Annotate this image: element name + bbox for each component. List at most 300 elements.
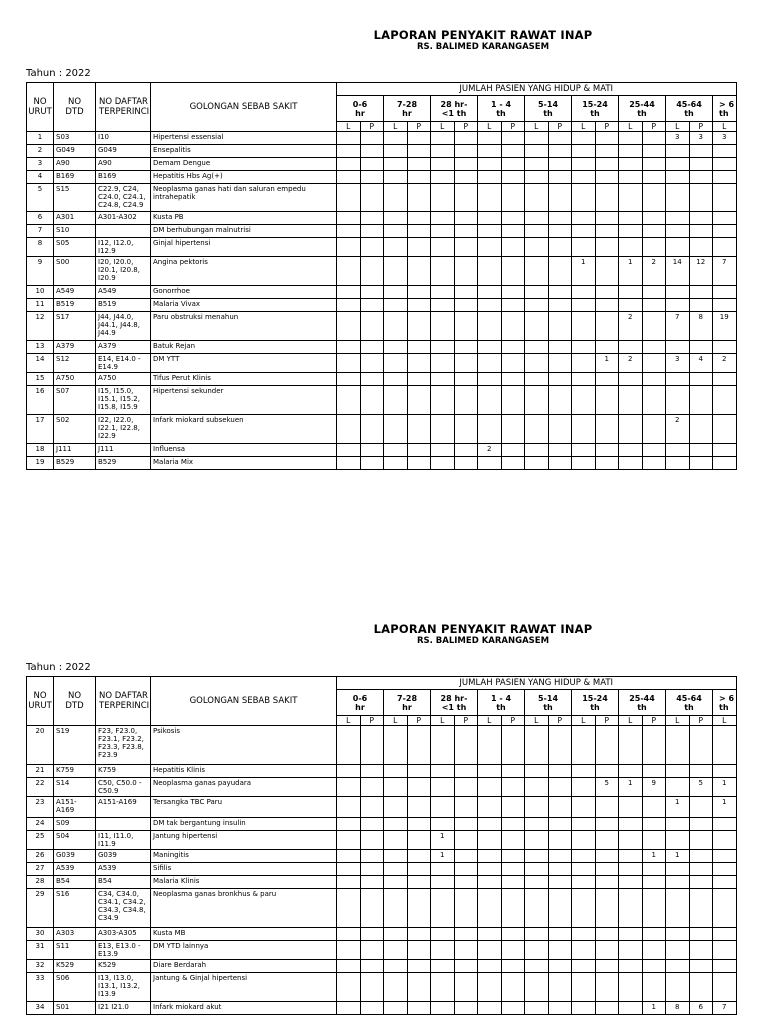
row-no-dtd: S10: [54, 225, 96, 238]
row-count-value: [454, 1002, 478, 1015]
row-count-value: [384, 257, 408, 286]
row-count-value: [548, 1002, 572, 1015]
row-count-value: [501, 257, 525, 286]
row-count-value: 2: [642, 257, 666, 286]
row-count-value: [431, 373, 455, 386]
row-count-value: [713, 928, 737, 941]
row-count-value: [337, 145, 361, 158]
row-count-value: [478, 132, 502, 145]
row-count-value: [360, 850, 384, 863]
age-group-header: 0-6 hr: [337, 690, 384, 716]
table-row: [27, 171, 737, 184]
row-count-value: [548, 225, 572, 238]
table-row: [27, 238, 737, 257]
row-count-value: [337, 797, 361, 818]
row-count-value: [454, 212, 478, 225]
row-count-value: [548, 831, 572, 850]
row-count-value: [548, 238, 572, 257]
table-row: [27, 818, 737, 831]
age-group-header: 1 - 4 th: [478, 690, 525, 716]
row-no-urut: 14: [27, 354, 54, 373]
row-count-value: [713, 145, 737, 158]
row-count-value: [666, 299, 690, 312]
row-count-value: [642, 184, 666, 212]
row-count-value: [431, 960, 455, 973]
row-count-value: [337, 312, 361, 341]
row-count-value: [384, 778, 408, 797]
table-row: [27, 960, 737, 973]
row-golongan: Gonorrhoe: [151, 286, 337, 299]
row-count-value: [595, 797, 619, 818]
row-count-value: [431, 184, 455, 212]
row-no-dtd: S09: [54, 818, 96, 831]
table-row: [27, 1002, 737, 1015]
row-count-value: [337, 299, 361, 312]
row-count-value: 1: [666, 797, 690, 818]
row-count-value: [572, 299, 596, 312]
row-count-value: [619, 797, 643, 818]
row-no-daftar: I13, I13.0, I13.1, I13.2, I13.9: [96, 973, 151, 1002]
row-no-daftar: [96, 225, 151, 238]
sex-header-p: P: [548, 716, 572, 726]
row-count-value: [384, 797, 408, 818]
row-count-value: [666, 225, 690, 238]
row-count-value: [360, 973, 384, 1002]
row-count-value: [689, 238, 713, 257]
row-count-value: [360, 457, 384, 470]
row-count-value: [454, 765, 478, 778]
row-count-value: [431, 225, 455, 238]
row-no-daftar: E13, E13.0 - E13.9: [96, 941, 151, 960]
sex-header-p: P: [407, 122, 431, 132]
row-count-value: [525, 973, 549, 1002]
row-count-value: [337, 973, 361, 1002]
row-no-urut: 22: [27, 778, 54, 797]
row-count-value: [572, 960, 596, 973]
row-count-value: [572, 415, 596, 444]
row-count-value: [501, 876, 525, 889]
row-count-value: [431, 1002, 455, 1015]
row-count-value: [454, 928, 478, 941]
row-count-value: [525, 225, 549, 238]
row-count-value: [595, 726, 619, 765]
row-count-value: [525, 132, 549, 145]
row-count-value: [642, 444, 666, 457]
row-no-urut: 33: [27, 973, 54, 1002]
row-count-value: [525, 171, 549, 184]
row-count-value: [478, 726, 502, 765]
row-count-value: [407, 415, 431, 444]
row-no-urut: 1: [27, 132, 54, 145]
row-count-value: [407, 354, 431, 373]
row-count-value: [689, 726, 713, 765]
row-count-value: [407, 158, 431, 171]
row-count-value: [619, 831, 643, 850]
row-count-value: [360, 928, 384, 941]
row-count-value: [478, 145, 502, 158]
row-count-value: [548, 797, 572, 818]
row-count-value: [454, 225, 478, 238]
row-count-value: [431, 941, 455, 960]
sex-header-l: L: [431, 122, 455, 132]
col-header-golongan: GOLONGAN SEBAB SAKIT: [151, 83, 337, 132]
row-count-value: 1: [431, 831, 455, 850]
row-count-value: [407, 797, 431, 818]
row-count-value: [431, 444, 455, 457]
row-count-value: [619, 341, 643, 354]
row-count-value: [501, 797, 525, 818]
row-count-value: [619, 876, 643, 889]
row-count-value: [525, 831, 549, 850]
row-no-urut: 34: [27, 1002, 54, 1015]
row-count-value: [642, 941, 666, 960]
row-count-value: [619, 158, 643, 171]
row-count-value: [689, 941, 713, 960]
row-no-daftar: B169: [96, 171, 151, 184]
row-count-value: [360, 158, 384, 171]
row-count-value: [548, 973, 572, 1002]
row-count-value: [525, 299, 549, 312]
row-count-value: [713, 158, 737, 171]
row-no-urut: 16: [27, 386, 54, 415]
row-golongan: Malaria Klinis: [151, 876, 337, 889]
row-no-dtd: S12: [54, 354, 96, 373]
sex-header-l: L: [337, 122, 361, 132]
row-no-daftar: I22, I22.0, I22.1, I22.8, I22.9: [96, 415, 151, 444]
row-golongan: Influensa: [151, 444, 337, 457]
row-count-value: [431, 145, 455, 158]
row-count-value: [619, 225, 643, 238]
row-no-dtd: A549: [54, 286, 96, 299]
row-count-value: [454, 171, 478, 184]
table-row: [27, 373, 737, 386]
row-count-value: [548, 889, 572, 928]
row-count-value: [595, 225, 619, 238]
row-no-urut: 26: [27, 850, 54, 863]
row-count-value: 4: [689, 354, 713, 373]
row-count-value: [431, 171, 455, 184]
row-count-value: [572, 797, 596, 818]
row-count-value: [454, 373, 478, 386]
row-count-value: [525, 928, 549, 941]
row-count-value: [595, 212, 619, 225]
row-golongan: Jantung hipertensi: [151, 831, 337, 850]
row-count-value: [572, 184, 596, 212]
row-count-value: [713, 299, 737, 312]
row-count-value: [454, 444, 478, 457]
row-golongan: Jantung & Ginjal hipertensi: [151, 973, 337, 1002]
row-count-value: [666, 831, 690, 850]
row-count-value: [713, 225, 737, 238]
row-count-value: [501, 850, 525, 863]
table-row: [27, 299, 737, 312]
row-no-daftar: I11, I11.0, I11.9: [96, 831, 151, 850]
row-count-value: [642, 354, 666, 373]
row-count-value: 1: [642, 850, 666, 863]
row-count-value: [478, 354, 502, 373]
row-no-dtd: S02: [54, 415, 96, 444]
row-count-value: [595, 876, 619, 889]
row-count-value: [454, 132, 478, 145]
table-row: [27, 831, 737, 850]
row-count-value: [595, 171, 619, 184]
row-count-value: [360, 444, 384, 457]
row-count-value: [337, 341, 361, 354]
age-group-header: 1 - 4 th: [478, 96, 525, 122]
hospital-name: RS. BALIMED KARANGASEM: [416, 636, 550, 646]
row-count-value: [360, 726, 384, 765]
row-count-value: [454, 863, 478, 876]
row-count-value: [525, 444, 549, 457]
row-count-value: [384, 299, 408, 312]
row-count-value: 1: [619, 778, 643, 797]
row-count-value: [572, 341, 596, 354]
row-count-value: [384, 889, 408, 928]
row-count-value: [666, 973, 690, 1002]
row-count-value: [384, 831, 408, 850]
row-count-value: [478, 341, 502, 354]
row-count-value: [360, 876, 384, 889]
row-count-value: [548, 928, 572, 941]
col-header-jumlah: JUMLAH PASIEN YANG HIDUP & MATI: [337, 677, 737, 690]
table-row: [27, 444, 737, 457]
row-no-daftar: [96, 818, 151, 831]
row-count-value: [407, 257, 431, 286]
row-no-urut: 30: [27, 928, 54, 941]
row-count-value: [713, 726, 737, 765]
row-count-value: [666, 941, 690, 960]
row-no-dtd: B519: [54, 299, 96, 312]
row-count-value: [501, 1002, 525, 1015]
row-count-value: [548, 765, 572, 778]
row-count-value: [431, 863, 455, 876]
row-no-urut: 27: [27, 863, 54, 876]
row-count-value: [525, 286, 549, 299]
row-count-value: [595, 1002, 619, 1015]
row-count-value: [525, 145, 549, 158]
row-count-value: [337, 373, 361, 386]
row-count-value: [337, 863, 361, 876]
row-golongan: DM berhubungan malnutrisi: [151, 225, 337, 238]
sex-header-p: P: [407, 716, 431, 726]
row-count-value: [360, 1002, 384, 1015]
row-count-value: [337, 1002, 361, 1015]
row-count-value: [689, 928, 713, 941]
row-count-value: [572, 312, 596, 341]
row-no-dtd: A303: [54, 928, 96, 941]
row-count-value: [572, 132, 596, 145]
row-count-value: [431, 876, 455, 889]
row-no-dtd: S04: [54, 831, 96, 850]
row-count-value: 14: [666, 257, 690, 286]
row-count-value: [619, 1002, 643, 1015]
sex-header-l: L: [478, 716, 502, 726]
row-count-value: [431, 778, 455, 797]
row-count-value: [713, 341, 737, 354]
row-count-value: [619, 238, 643, 257]
row-count-value: [595, 928, 619, 941]
row-count-value: [407, 238, 431, 257]
row-count-value: [689, 850, 713, 863]
table-row: [27, 941, 737, 960]
row-count-value: [666, 928, 690, 941]
row-count-value: 3: [713, 132, 737, 145]
table-row: [27, 312, 737, 341]
row-count-value: [548, 386, 572, 415]
row-count-value: 1: [713, 778, 737, 797]
table-row: [27, 386, 737, 415]
row-count-value: [501, 941, 525, 960]
row-count-value: [666, 765, 690, 778]
row-count-value: [501, 831, 525, 850]
row-count-value: [407, 299, 431, 312]
col-header-no-urut: NO URUT: [27, 83, 54, 132]
row-golongan: Infark miokard subsekuen: [151, 415, 337, 444]
row-count-value: 3: [666, 132, 690, 145]
table-row: [27, 225, 737, 238]
row-count-value: 2: [619, 354, 643, 373]
row-no-dtd: S00: [54, 257, 96, 286]
row-count-value: [501, 286, 525, 299]
row-count-value: [572, 778, 596, 797]
table-row: [27, 850, 737, 863]
row-count-value: [478, 257, 502, 286]
row-count-value: [360, 184, 384, 212]
row-count-value: [666, 818, 690, 831]
row-count-value: [407, 1002, 431, 1015]
row-count-value: [713, 286, 737, 299]
row-golongan: Kusta PB: [151, 212, 337, 225]
row-count-value: [454, 341, 478, 354]
row-count-value: [572, 457, 596, 470]
row-count-value: [407, 212, 431, 225]
row-count-value: [337, 286, 361, 299]
year-label: Tahun : 2022: [26, 68, 91, 79]
row-count-value: [501, 778, 525, 797]
row-count-value: 1: [666, 850, 690, 863]
row-no-dtd: S16: [54, 889, 96, 928]
row-count-value: [619, 726, 643, 765]
row-count-value: [713, 960, 737, 973]
row-count-value: [407, 726, 431, 765]
sex-header-l: L: [384, 716, 408, 726]
row-count-value: [337, 778, 361, 797]
row-count-value: [501, 818, 525, 831]
row-count-value: [642, 928, 666, 941]
row-golongan: Tifus Perut Klinis: [151, 373, 337, 386]
row-count-value: [689, 212, 713, 225]
row-count-value: [642, 312, 666, 341]
sex-header-l: L: [572, 122, 596, 132]
row-count-value: [642, 797, 666, 818]
row-count-value: [525, 850, 549, 863]
row-count-value: [595, 850, 619, 863]
row-count-value: [337, 132, 361, 145]
col-header-golongan: GOLONGAN SEBAB SAKIT: [151, 677, 337, 726]
row-count-value: [689, 386, 713, 415]
table-row: [27, 726, 737, 765]
row-count-value: 2: [619, 312, 643, 341]
row-count-value: [431, 341, 455, 354]
row-no-urut: 8: [27, 238, 54, 257]
row-count-value: [337, 171, 361, 184]
row-count-value: [454, 312, 478, 341]
row-count-value: [360, 238, 384, 257]
row-count-value: [337, 238, 361, 257]
age-group-header: 7-28 hr: [384, 690, 431, 716]
row-count-value: [407, 889, 431, 928]
row-no-urut: 13: [27, 341, 54, 354]
row-count-value: [642, 158, 666, 171]
row-count-value: [384, 941, 408, 960]
row-count-value: [642, 831, 666, 850]
row-count-value: [384, 876, 408, 889]
row-count-value: [478, 373, 502, 386]
row-count-value: [572, 928, 596, 941]
col-header-no-daftar: NO DAFTAR TERPERINCI: [96, 677, 151, 726]
row-count-value: [501, 225, 525, 238]
row-count-value: [337, 158, 361, 171]
row-count-value: [619, 941, 643, 960]
row-count-value: [407, 286, 431, 299]
row-count-value: [572, 818, 596, 831]
row-count-value: 1: [642, 1002, 666, 1015]
row-count-value: [666, 876, 690, 889]
row-count-value: [595, 973, 619, 1002]
row-count-value: [548, 876, 572, 889]
row-count-value: [713, 415, 737, 444]
row-count-value: [431, 797, 455, 818]
row-no-daftar: B519: [96, 299, 151, 312]
sex-header-l: L: [713, 122, 737, 132]
row-golongan: Ginjal hipertensi: [151, 238, 337, 257]
row-no-dtd: S07: [54, 386, 96, 415]
row-count-value: [548, 960, 572, 973]
row-count-value: [407, 818, 431, 831]
row-count-value: [619, 928, 643, 941]
row-count-value: [525, 341, 549, 354]
row-count-value: [572, 171, 596, 184]
row-count-value: [407, 850, 431, 863]
row-count-value: [689, 797, 713, 818]
row-count-value: [642, 457, 666, 470]
row-count-value: [454, 386, 478, 415]
row-count-value: [431, 928, 455, 941]
row-count-value: [501, 341, 525, 354]
row-count-value: [595, 818, 619, 831]
row-count-value: [548, 341, 572, 354]
row-count-value: 5: [595, 778, 619, 797]
row-count-value: [454, 286, 478, 299]
row-count-value: [431, 238, 455, 257]
row-count-value: [619, 415, 643, 444]
table-row: [27, 765, 737, 778]
row-count-value: [642, 373, 666, 386]
row-count-value: [713, 889, 737, 928]
row-count-value: [548, 257, 572, 286]
row-count-value: [501, 171, 525, 184]
row-no-dtd: S01: [54, 1002, 96, 1015]
row-count-value: [642, 726, 666, 765]
row-count-value: 1: [431, 850, 455, 863]
row-count-value: [360, 818, 384, 831]
row-count-value: [454, 778, 478, 797]
row-count-value: [360, 312, 384, 341]
sex-header-l: L: [619, 122, 643, 132]
row-count-value: [666, 386, 690, 415]
age-group-header: 0-6 hr: [337, 96, 384, 122]
row-count-value: [384, 158, 408, 171]
